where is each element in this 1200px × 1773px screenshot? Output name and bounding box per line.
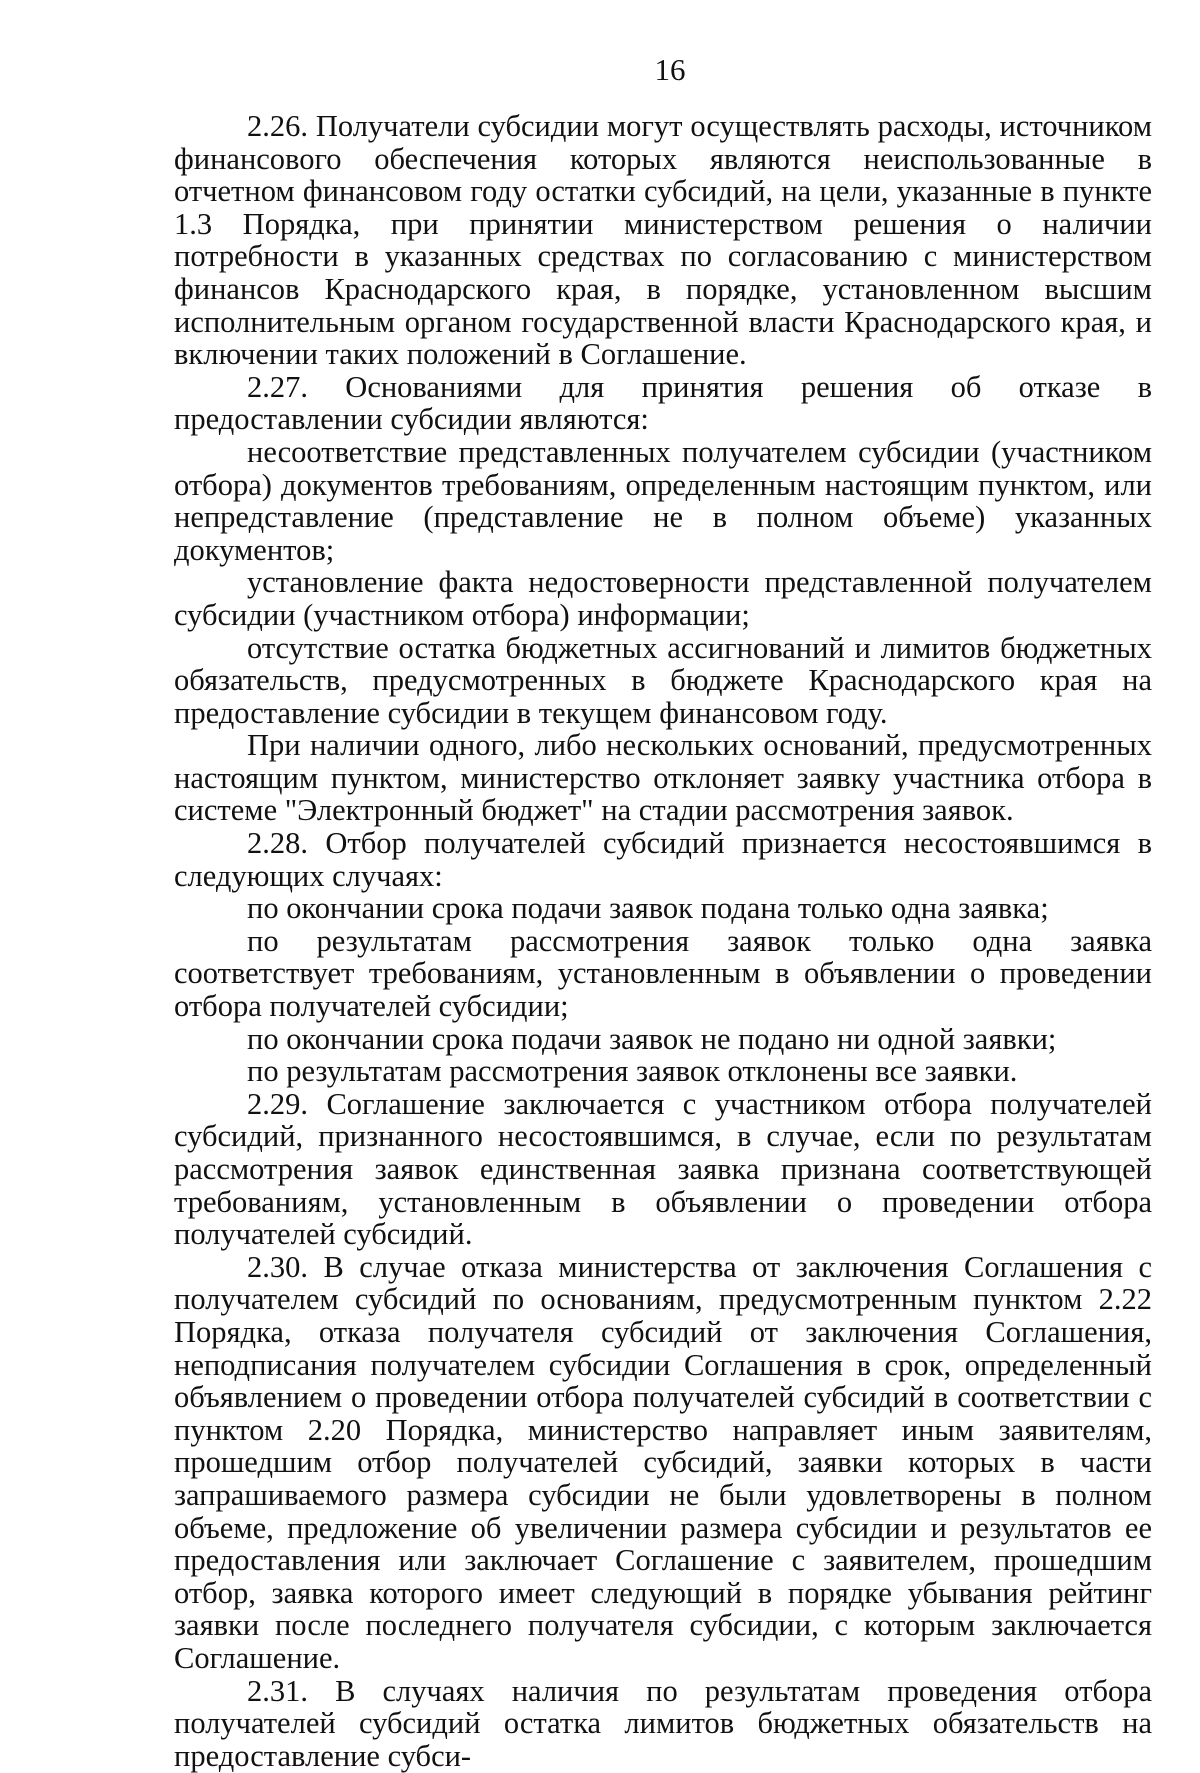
document-body [174, 110, 1152, 1772]
list-item: по окончании срока подачи заявок не подано ни одной заявки; [247, 1021, 1057, 1056]
list-item: несоответствие представленных получателем субсидии (участником отбора) документов требованиям, определенным настоящим пунктом, или непредставление (представление не в полном объеме) указанных документов; [174, 434, 1152, 567]
paragraph: При наличии одного, либо нескольких оснований, предусмотренных настоящим пунктом, министерство отклоняет заявку участника отбора в системе "Электронный бюджет" на стадии рассмотрения заявок. [174, 728, 1152, 828]
paragraph-2-30: 2.30. В случае отказа министерства от заключения Соглашения с получателем субсидий по основаниям, предусмотренным пунктом 2.22 Порядка, отказа получателя субсидий от заключения Соглашения, неподписания получателем субсидии Соглашения в срок, определенный объявлением о проведении отбора получателей субсидий в соответствии с пунктом 2.20 Порядка, министерство направляет иным заявителям, прошедшим отбор получателей субсидий, заявки которых в части запрашиваемого размера субсидии не были удовлетворены в полном объеме, предложение об увеличении размера субсидии и результатов ее предоставления или заключает Соглашение с заявителем, прошедшим отбор, заявка которого имеет следующий в порядке убывания рейтинг заявки после последнего получателя субсидии, с которым заключается Соглашение. [174, 1249, 1152, 1675]
list-item: по результатам рассмотрения заявок только одна заявка соответствует требованиям, установленным в объявлении о проведении отбора получателей субсидии; [174, 923, 1152, 1024]
list-item: отсутствие остатка бюджетных ассигнований и лимитов бюджетных обязательств, предусмотренных в бюджете Краснодарского края на предоставление субсидии в текущем финансовом году. [174, 630, 1152, 730]
paragraph-2-31: 2.31. В случаях наличия по результатам проведения отбора получателей субсидий остатка лимитов бюджетных обязательств на предоставление субси- [174, 1673, 1152, 1773]
list-item: установление факта недостоверности представленной получателем субсидии (участником отбора) информации; [174, 565, 1152, 632]
paragraph-2-26: 2.26. Получатели субсидии могут осуществлять расходы, источником финансового обеспечения которых являются неиспользованные в отчетном финансовом году остатки субсидий, на цели, указанные в пункте 1.3 Порядка, при принятии министерством решения о наличии потребности в указанных средствах по согласованию с министерством финансов Краснодарского края, в порядке, установленном высшим исполнительным органом государственной власти Краснодарского края, и включении таких положений в Соглашение. [174, 109, 1152, 372]
page-number: 16 [654, 52, 686, 87]
list-item: по результатам рассмотрения заявок отклонены все заявки. [247, 1054, 1018, 1089]
paragraph-2-28: 2.28. Отбор получателей субсидий признается несостоявшимся в следующих случаях: [174, 826, 1152, 893]
paragraph-2-27: 2.27. Основаниями для принятия решения об отказе в предоставлении субсидии являются: [174, 369, 1152, 437]
paragraph-2-29: 2.29. Соглашение заключается с участником отбора получателей субсидий, признанного несостоявшимся, в случае, если по результатам рассмотрения заявок единственная заявка признана соответствующей требованиям, установленным в объявлении о проведении отбора получателей субсидий. [174, 1086, 1152, 1252]
list-item: по окончании срока подачи заявок подана только одна заявка; [247, 891, 1049, 926]
